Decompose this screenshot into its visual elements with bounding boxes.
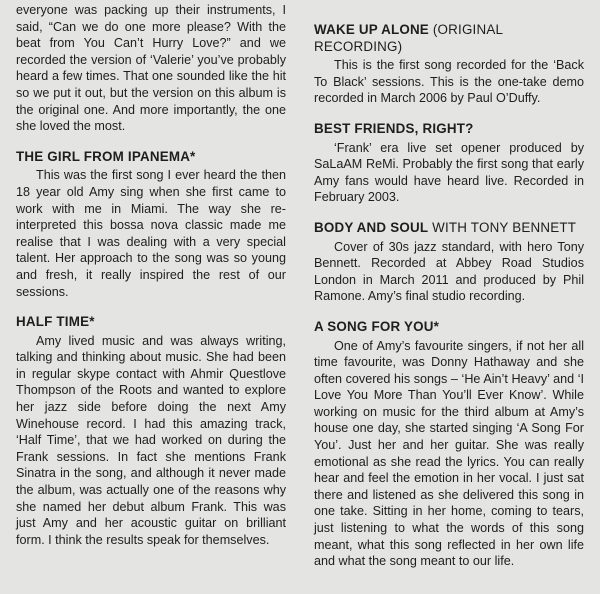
- section-heading-body-and-soul: [314, 220, 584, 237]
- section-title: THE GIRL FROM IPANEMA*: [16, 148, 196, 164]
- section-title: HALF TIME*: [16, 314, 95, 330]
- section-subtitle: (ORIGINAL RECORDING): [314, 22, 503, 54]
- section-body-wake-up-alone: This is the first song recorded for the ‘Back To Black’ sessions. This is the one-take demo recorded in March 2006 by Paul O’Duffy.: [314, 58, 584, 106]
- section-body-half-time: Amy lived music and was always writing, talking and thinking about music. She had been in regular skype contact with Ahmir Questlove Thompson of the Roots and wanted to explore her jazz side before doing the next Amy Winehouse record. I had this amazing track, ‘Half Time’, that we had worked on during the Frank sessions. In fact she mentions Frank Sinatra in the song, and although it never made the album, was actually one of the reasons why she named her debut album Frank. This was just Amy and her acoustic guitar on brilliant form. I think the results speak for themselves.: [16, 333, 286, 547]
- section-heading-best-friends-right: [314, 121, 584, 138]
- intro-paragraph: everyone was packing up their instruments, I said, “Can we do one more please? With the beat from You Can’t Hurry Love?” and we recorded the version of ‘Valerie’ you’ve probably heard a few times. That one sounded like the hit so we put it out, but the version on this album is the original one. And more importantly, the one she loved the most.: [16, 3, 286, 134]
- left-column: [10, 2, 286, 594]
- section-heading-wake-up-alone: [314, 22, 584, 55]
- section-body-best-friends-right: ‘Frank’ era live set opener produced by SaLaAM ReMi. Probably the first song that early Amy fans would have heard live. Recorded in February 2003.: [314, 140, 584, 205]
- section-title: A SONG FOR YOU*: [314, 318, 440, 334]
- section-title: BEST FRIENDS, RIGHT?: [314, 120, 474, 136]
- section-title: WAKE UP ALONE: [314, 22, 429, 37]
- section-heading-half-time: [16, 314, 286, 331]
- section-body-a-song-for-you: One of Amy’s favourite singers, if not her all time favourite, was Donny Hathaway and she often covered his songs – ‘He Ain’t Heavy’ and ‘I Love You More Than You’ll Ever Know’. While working on music for the third album at Amy’s house one day, she started singing ‘A Song For You’. Just her and her guitar. She was really emotional as she read the lyrics. You can really hear and feel the emotion in her vocal. I just sat there and listened as she delivered this song in one take. Sitting in her home, coming to tears, just listening to what the words of this song meant, what this song reflected in her own life and what the song meant to our life.: [314, 338, 584, 569]
- right-column: [314, 2, 590, 594]
- section-heading-the-girl-from-ipanema: [16, 149, 286, 166]
- section-body-the-girl-from-ipanema: This was the first song I ever heard the then 18 year old Amy sing when she first came to work with me in Miami. The way she re-interpreted this bossa nova classic made me realise that I was dealing with a very special talent. Her approach to the song was so young and fresh, it really inspired the rest of our sessions.: [16, 168, 286, 299]
- section-body-body-and-soul: Cover of 30s jazz standard, with hero Tony Bennett. Recorded at Abbey Road Studios London in March 2011 and produced by Phil Ramone. Amy’s final studio recording.: [314, 239, 584, 304]
- section-title: BODY AND SOUL: [314, 219, 429, 235]
- section-heading-a-song-for-you: [314, 319, 584, 336]
- section-subtitle: WITH TONY BENNETT: [428, 219, 577, 235]
